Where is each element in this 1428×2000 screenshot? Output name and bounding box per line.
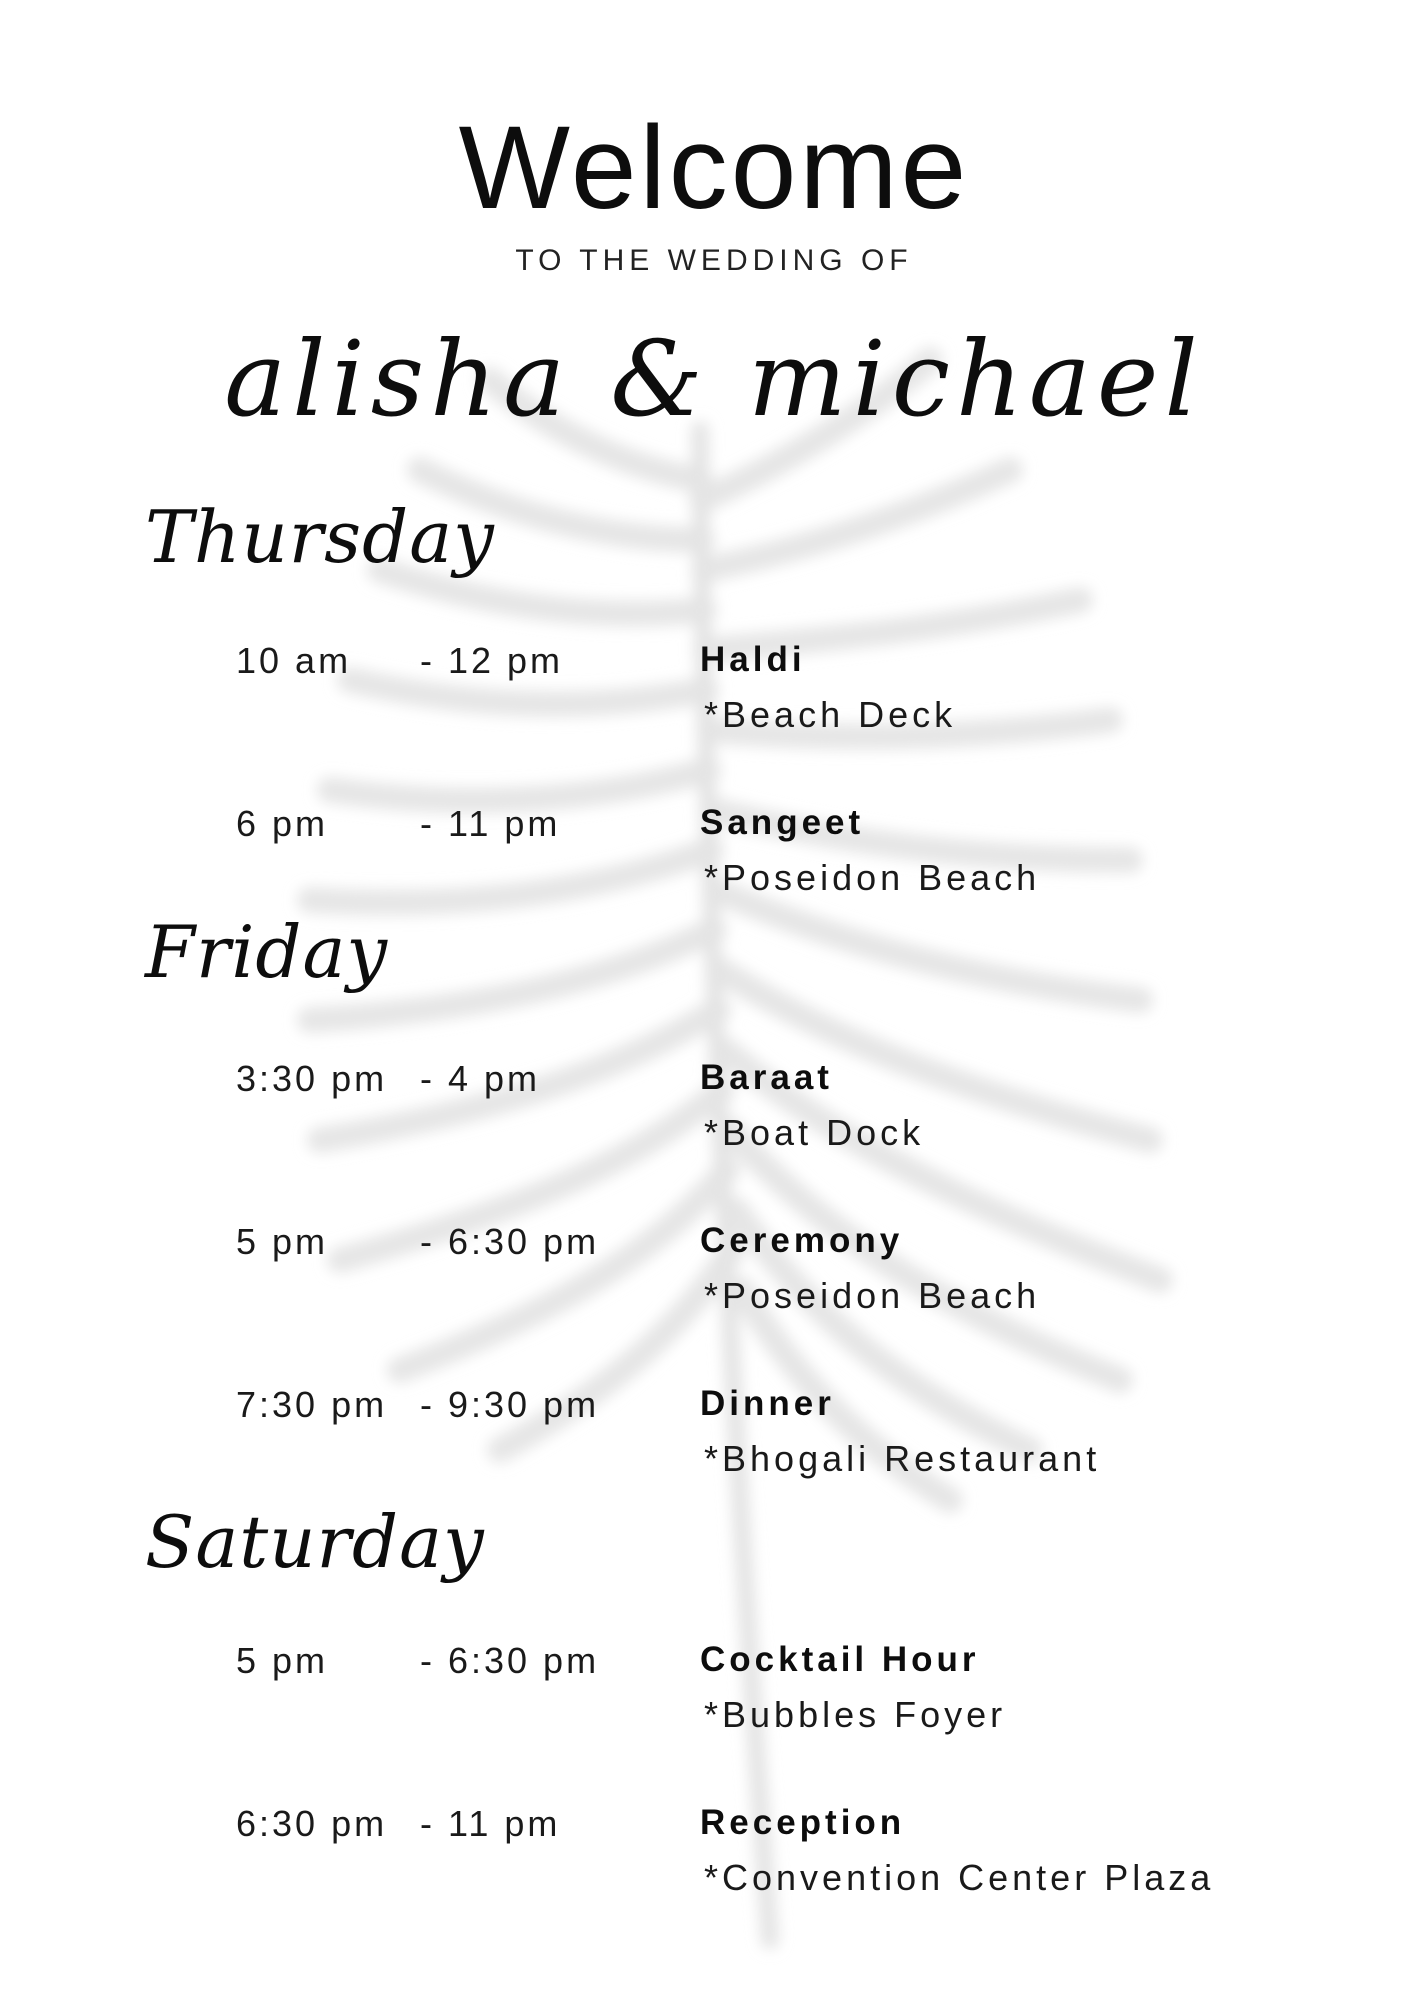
event-end-time: - 12 pm <box>420 640 564 681</box>
event-end-time: - 6:30 pm <box>420 1221 600 1262</box>
event-end-time: - 4 pm <box>420 1058 541 1099</box>
event-start-time: 5 pm <box>236 1640 329 1681</box>
event-row <box>0 803 1428 913</box>
event-start-time: 7:30 pm <box>236 1384 388 1425</box>
event-row <box>0 640 1428 750</box>
event-name: Baraat <box>700 1058 833 1097</box>
day-heading-friday: Friday <box>145 910 389 994</box>
event-row <box>0 1384 1428 1494</box>
event-name: Cocktail Hour <box>700 1640 980 1679</box>
couple-names: alisha & michael <box>224 318 1204 440</box>
event-name: Dinner <box>700 1384 835 1423</box>
event-name: Haldi <box>700 640 806 679</box>
event-row <box>0 1058 1428 1168</box>
event-location: *Boat Dock <box>704 1112 925 1153</box>
welcome-title: Welcome <box>458 102 970 234</box>
event-row <box>0 1640 1428 1750</box>
event-end-time: - 9:30 pm <box>420 1384 600 1425</box>
day-heading-thursday: Thursday <box>145 495 495 579</box>
event-location: *Convention Center Plaza <box>704 1857 1215 1898</box>
event-start-time: 3:30 pm <box>236 1058 388 1099</box>
event-location: *Poseidon Beach <box>704 857 1041 898</box>
event-start-time: 6 pm <box>236 803 329 844</box>
event-start-time: 6:30 pm <box>236 1803 388 1844</box>
event-location: *Bubbles Foyer <box>704 1694 1007 1735</box>
event-start-time: 5 pm <box>236 1221 329 1262</box>
day-heading-saturday: Saturday <box>145 1500 485 1584</box>
event-location: *Beach Deck <box>704 694 957 735</box>
event-end-time: - 11 pm <box>420 1803 561 1844</box>
event-start-time: 10 am <box>236 640 352 681</box>
event-location: *Bhogali Restaurant <box>704 1438 1101 1479</box>
event-end-time: - 11 pm <box>420 803 561 844</box>
event-name: Sangeet <box>700 803 865 842</box>
event-end-time: - 6:30 pm <box>420 1640 600 1681</box>
wedding-subtitle: TO THE WEDDING OF <box>515 244 913 277</box>
event-location: *Poseidon Beach <box>704 1275 1041 1316</box>
event-row <box>0 1803 1428 1913</box>
event-name: Ceremony <box>700 1221 904 1260</box>
event-name: Reception <box>700 1803 906 1842</box>
event-row <box>0 1221 1428 1331</box>
